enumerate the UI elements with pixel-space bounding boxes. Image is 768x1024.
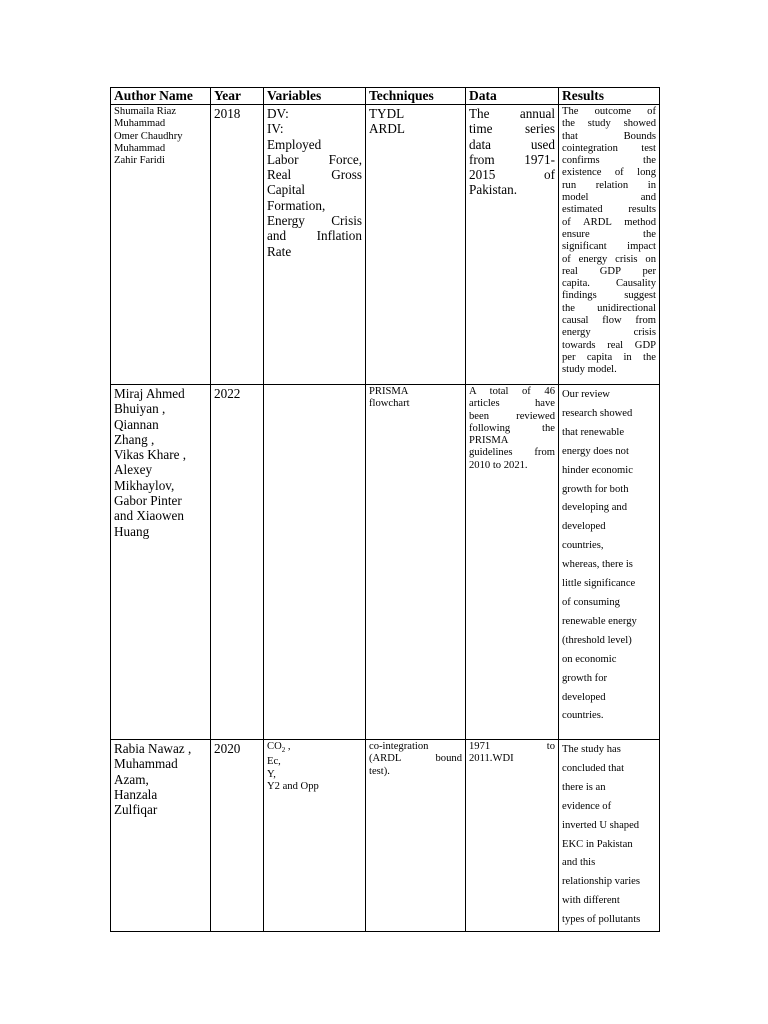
cell-line: there is an — [562, 781, 606, 793]
cell-line: (ARDL bound — [369, 753, 462, 765]
cell-line: 2015 of — [469, 167, 555, 183]
cell-year: 2022 — [211, 385, 264, 740]
cell-line: evidence of — [562, 800, 612, 812]
cell-line: 1971 to — [469, 741, 555, 752]
cell-line: on economic — [562, 653, 617, 665]
cell-techniques — [366, 385, 466, 740]
cell-year: 2020 — [211, 740, 264, 932]
cell-line: The annual — [469, 106, 555, 121]
cell-line: and Inflation — [267, 228, 362, 244]
cell-line: the study showed — [562, 118, 656, 130]
cell-line: of consuming — [562, 596, 620, 608]
cell-year: 2018 — [211, 105, 264, 385]
cell-line: study model. — [562, 364, 617, 376]
header-data: Data — [466, 88, 559, 105]
cell-line: existence of long — [562, 167, 656, 179]
cell-line: Omer Chaudhry — [114, 130, 183, 142]
cell-line: The outcome of — [562, 106, 656, 117]
cell-line: real GDP per — [562, 265, 656, 277]
cell-variables — [264, 740, 366, 932]
cell-line: growth for both — [562, 483, 629, 495]
cell-line: Miraj Ahmed — [114, 386, 185, 401]
cell-line: renewable energy — [562, 615, 637, 627]
header-variables: Variables — [264, 88, 366, 105]
cell-line: Huang — [114, 523, 150, 539]
cell-line: flowchart — [369, 398, 410, 410]
cell-line: 2011.WDI — [469, 753, 514, 765]
cell-line: Zhang , — [114, 431, 155, 447]
cell-line: Real Gross — [267, 167, 362, 183]
cell-line: of energy crisis on — [562, 253, 656, 265]
cell-author-name — [111, 385, 211, 740]
cell-line: Muhammad — [114, 142, 166, 154]
cell-line: test). — [369, 765, 390, 777]
cell-line: developed — [562, 691, 606, 703]
header-author-name: Author Name — [111, 88, 211, 105]
cell-line: TYDL — [369, 106, 405, 121]
cell-line: Muhammad — [114, 118, 166, 130]
cell-line: Y2 and Opp — [267, 781, 319, 792]
cell-line: Qiannan — [114, 416, 159, 432]
cell-line: Alexey — [114, 462, 153, 478]
cell-line: data used — [469, 136, 555, 152]
cell-line: and this — [562, 857, 596, 869]
cell-results — [559, 385, 660, 740]
cell-line: Gabor Pinter — [114, 493, 182, 509]
cell-line: Y, — [267, 768, 276, 780]
cell-line: Rabia Nawaz , — [114, 741, 192, 756]
cell-line: of ARDL method — [562, 216, 656, 228]
cell-line: PRISMA — [469, 435, 509, 447]
cell-line: estimated results — [562, 204, 656, 216]
variables-list — [267, 756, 362, 793]
cell-line: Ec, — [267, 756, 281, 768]
cell-line: Rate — [267, 243, 292, 259]
table-row — [111, 740, 660, 932]
cell-line: Employed — [267, 136, 322, 152]
cell-line: cointegration test — [562, 142, 656, 154]
cell-line: Our review — [562, 389, 610, 400]
cell-line: towards real GDP — [562, 339, 656, 351]
cell-line: ARDL — [369, 121, 405, 137]
cell-line: model and — [562, 192, 656, 204]
cell-line: Zulfiqar — [114, 802, 158, 818]
cell-line: significant impact — [562, 241, 656, 253]
cell-line: energy crisis — [562, 327, 656, 339]
cell-line: confirms the — [562, 155, 656, 167]
cell-line: ensure the — [562, 228, 656, 240]
cell-line: with different — [562, 895, 620, 907]
table-row — [111, 105, 660, 385]
cell-line: PRISMA — [369, 386, 409, 397]
cell-line: from 1971- — [469, 151, 555, 167]
cell-line: run relation in — [562, 179, 656, 191]
cell-line: growth for — [562, 672, 608, 684]
cell-line: DV: — [267, 106, 289, 121]
cell-line: Formation, — [267, 197, 326, 213]
cell-line: Pakistan. — [469, 182, 517, 198]
cell-variables — [264, 385, 366, 740]
cell-line: articles have — [469, 398, 555, 410]
cell-data — [466, 740, 559, 932]
cell-line: that renewable — [562, 426, 625, 438]
cell-line: research showed — [562, 407, 633, 419]
co2-variable: $CO_2$ , — [267, 741, 291, 755]
cell-line: Mikhaylov, — [114, 477, 175, 493]
cell-line: Zahir Faridi — [114, 155, 165, 167]
cell-line: and Xiaowen — [114, 508, 184, 524]
cell-line: Capital — [267, 182, 306, 198]
cell-line: 2010 to 2021. — [469, 459, 528, 471]
cell-line: developed — [562, 521, 606, 533]
cell-line: A total of 46 — [469, 386, 555, 397]
cell-line: capita. Causality — [562, 278, 656, 290]
cell-line: Bhuiyan , — [114, 401, 166, 417]
cell-line: guidelines from — [469, 447, 555, 459]
cell-results — [559, 105, 660, 385]
header-year: Year — [211, 88, 264, 105]
cell-line: time series — [469, 121, 555, 137]
cell-techniques — [366, 740, 466, 932]
cell-techniques — [366, 105, 466, 385]
cell-line: been reviewed — [469, 410, 555, 422]
cell-author-name — [111, 105, 211, 385]
literature-review-table — [110, 87, 660, 932]
table-row — [111, 385, 660, 740]
header-results: Results — [559, 88, 660, 105]
header-techniques: Techniques — [366, 88, 466, 105]
cell-line: inverted U shaped — [562, 819, 640, 831]
cell-line: (threshold level) — [562, 634, 632, 646]
cell-line: per capita in the — [562, 351, 656, 363]
cell-line: concluded that — [562, 762, 625, 774]
cell-line: causal flow from — [562, 315, 656, 327]
cell-line: hinder economic — [562, 464, 633, 476]
cell-line: Muhammad — [114, 756, 178, 772]
cell-line: following the — [469, 422, 555, 434]
cell-data — [466, 105, 559, 385]
cell-line: Azam, — [114, 771, 149, 787]
cell-line: IV: — [267, 121, 284, 137]
cell-line: findings suggest — [562, 290, 656, 302]
cell-line: developing and — [562, 502, 628, 514]
cell-line: The study has — [562, 744, 621, 755]
cell-line: types of pollutants — [562, 914, 641, 926]
header-row — [111, 88, 660, 105]
cell-line: countries, — [562, 540, 604, 552]
cell-line: whereas, there is — [562, 559, 633, 571]
cell-author-name — [111, 740, 211, 932]
cell-line: countries. — [562, 710, 604, 722]
cell-line: relationship varies — [562, 876, 640, 888]
cell-line: EKC in Pakistan — [562, 838, 633, 850]
cell-line: that Bounds — [562, 130, 656, 142]
cell-line: energy does not — [562, 445, 629, 457]
cell-line: Hanzala — [114, 786, 158, 802]
cell-results — [559, 740, 660, 932]
cell-line: little significance — [562, 578, 636, 590]
cell-variables — [264, 105, 366, 385]
cell-line: the unidirectional — [562, 302, 656, 314]
cell-data — [466, 385, 559, 740]
cell-line: Labor Force, — [267, 151, 362, 167]
cell-line: Energy Crisis — [267, 213, 362, 229]
cell-line: co-integration — [369, 741, 429, 752]
cell-line: Vikas Khare , — [114, 447, 187, 463]
cell-line: Shumaila Riaz — [114, 106, 177, 117]
